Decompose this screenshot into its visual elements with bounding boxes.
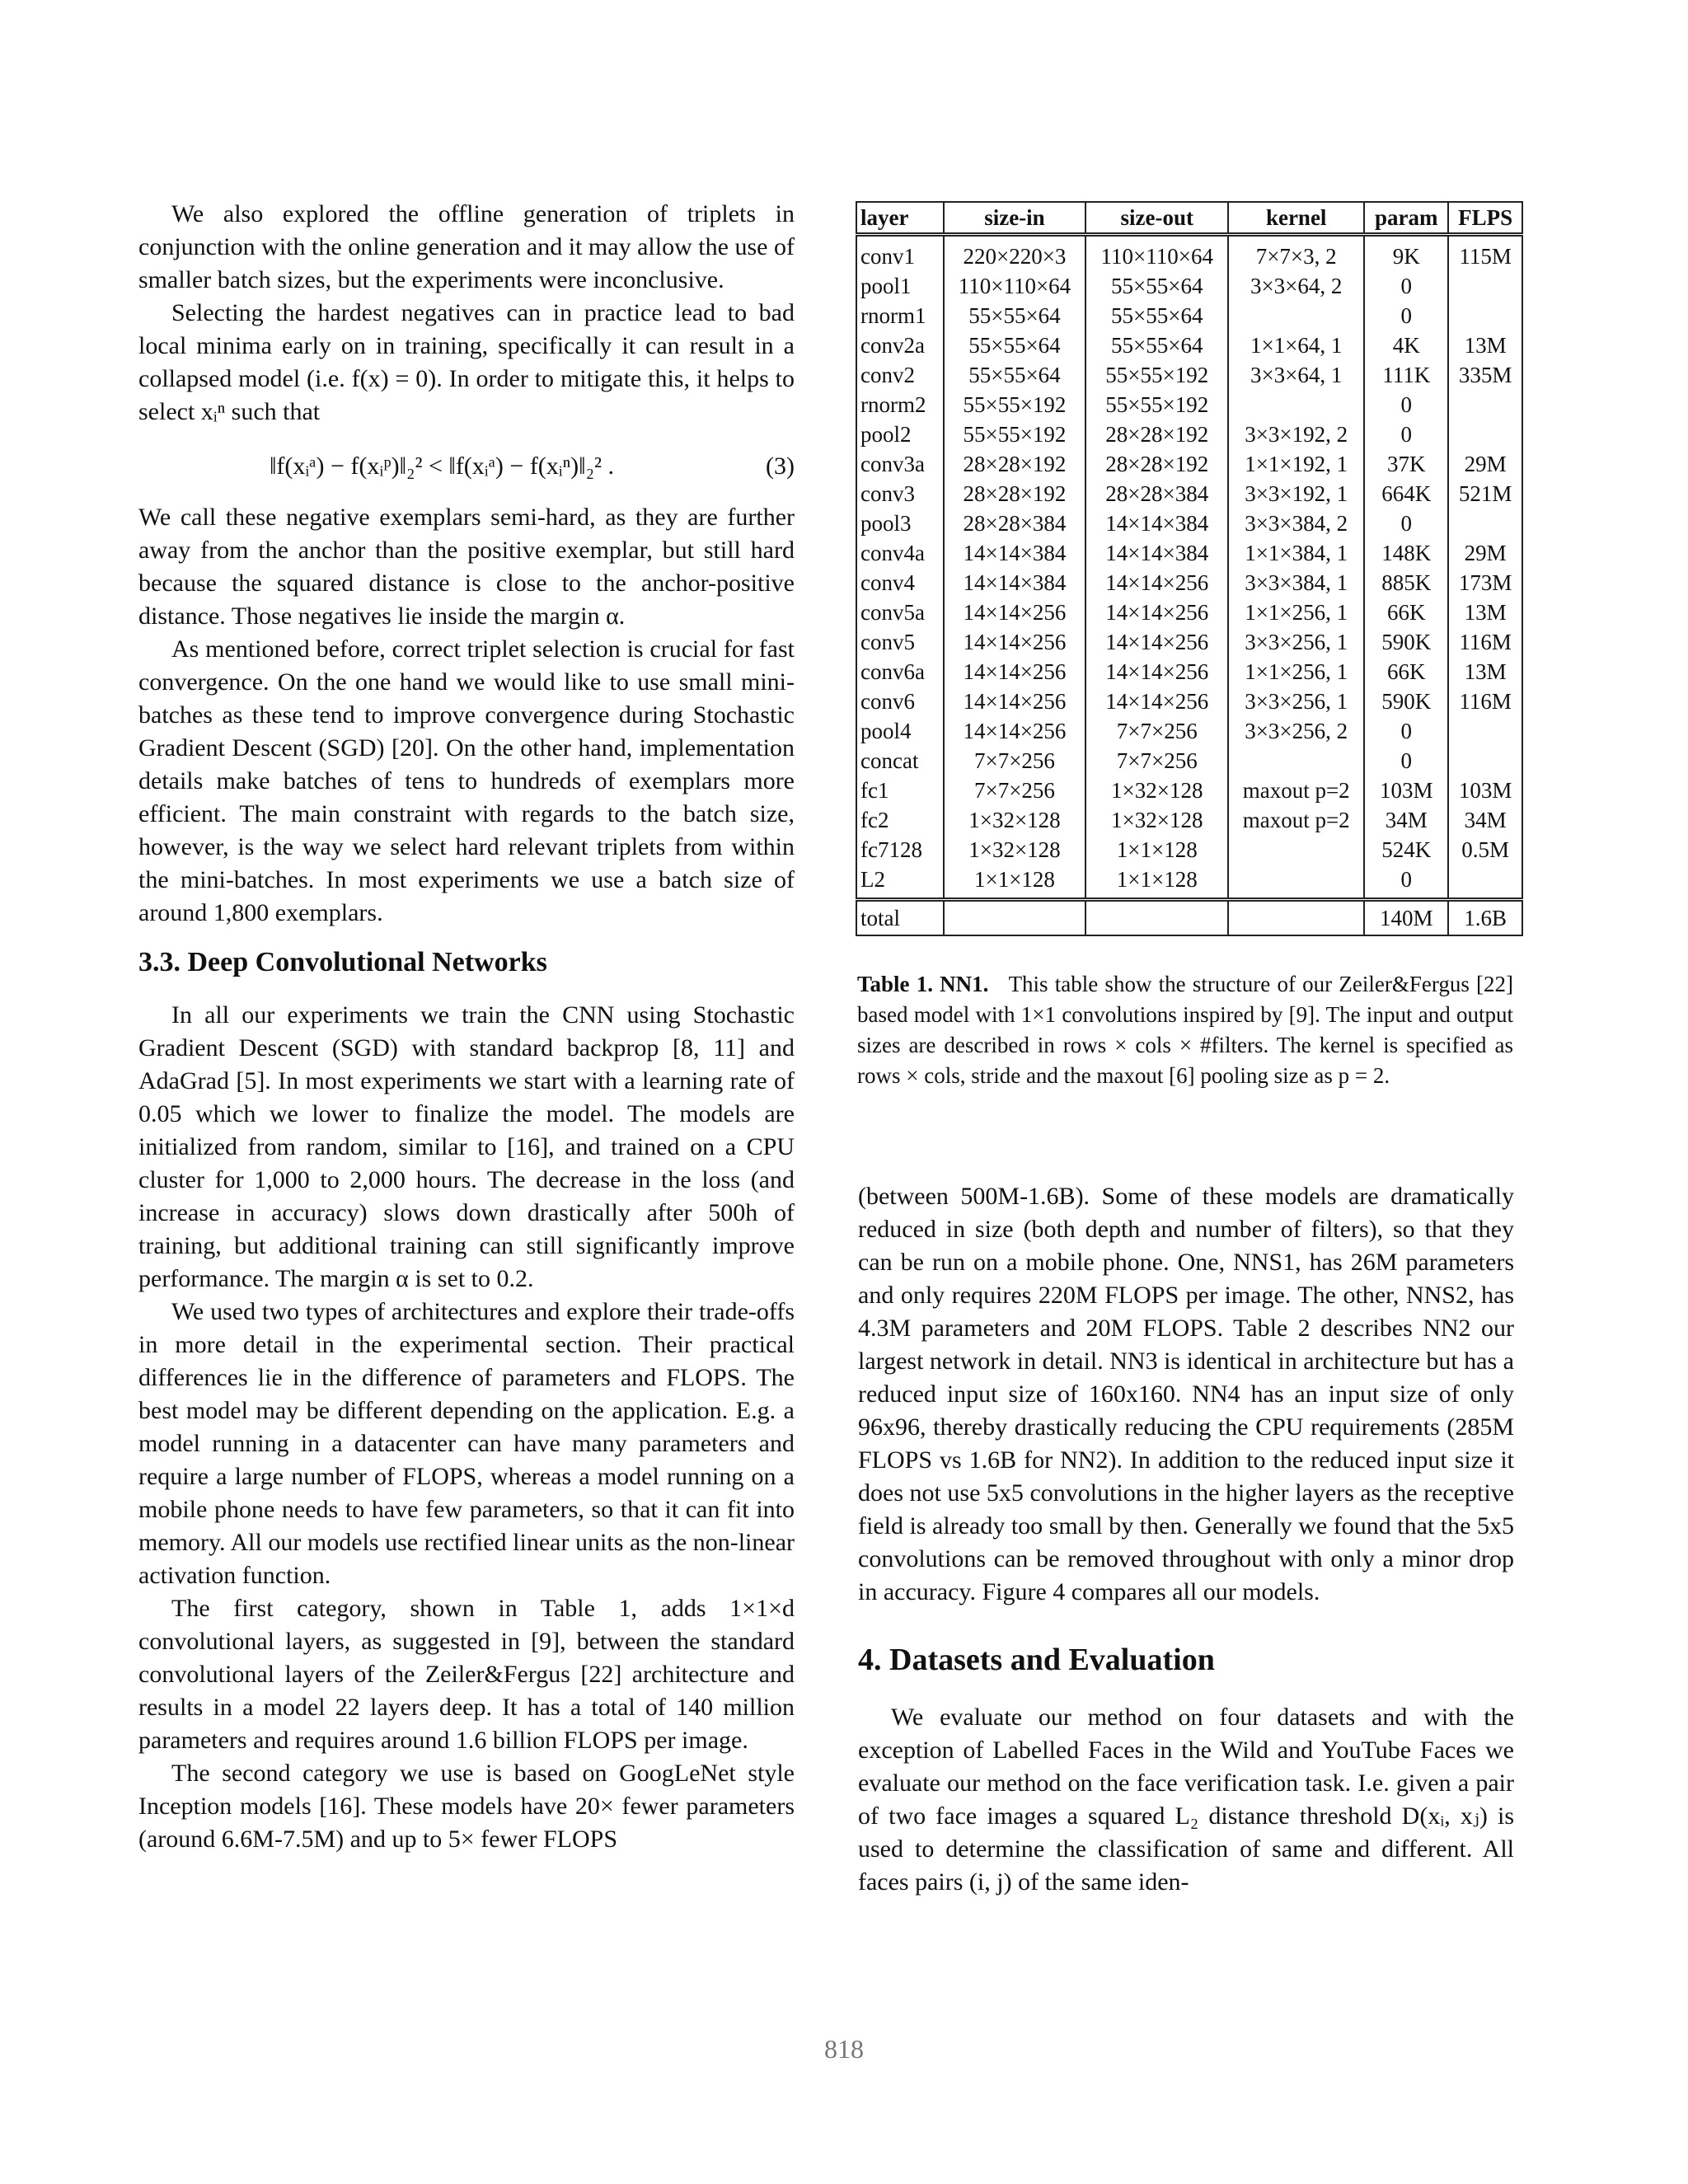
table-1-container (856, 201, 1523, 936)
table-cell: 103M (1448, 776, 1522, 805)
table-cell: 1×1×128 (944, 865, 1086, 900)
table-cell: 28×28×384 (944, 509, 1086, 538)
table-row (856, 746, 1522, 776)
table-cell: 140M (1364, 900, 1448, 936)
table-cell (1228, 900, 1364, 936)
table-cell (1448, 419, 1522, 449)
table-row (856, 805, 1522, 835)
table-row (856, 419, 1522, 449)
caption-text: This table show the structure of our Zeiler&Fergus [22] based model with 1×1 convolutions inspired by [9]. The input and output sizes are described in rows × cols × #filters. The kernel is specified as rows × cols, stride and the maxout [6] pooling size as p = 2. (857, 972, 1514, 1088)
table-cell: fc2 (856, 805, 944, 835)
table-cell: 3×3×256, 1 (1228, 687, 1364, 716)
table-cell: conv5 (856, 627, 944, 657)
table-cell: 1×1×256, 1 (1228, 657, 1364, 687)
paragraph-hardest-negatives: Selecting the hardest negatives can in practice lead to bad local minima early on in training, specifically it can result in a collapsed model (i.e. f(x) = 0). In order to mitigate this, it helps to select xᵢⁿ such that (138, 299, 795, 425)
table-cell: 3×3×192, 1 (1228, 479, 1364, 509)
table-cell: 115M (1448, 235, 1522, 272)
table-cell: pool3 (856, 509, 944, 538)
equation-number: (3) (766, 452, 795, 480)
table-row (856, 479, 1522, 509)
table-cell (1448, 509, 1522, 538)
table-cell: 14×14×256 (944, 687, 1086, 716)
table-cell: pool1 (856, 271, 944, 301)
table-cell: 55×55×64 (1085, 330, 1228, 360)
table-cell: 14×14×384 (1085, 509, 1228, 538)
table-row (856, 538, 1522, 568)
table-cell (1228, 390, 1364, 419)
paragraph-first-category: The first category, shown in Table 1, adds 1×1×d convolutional layers, as suggested in [9], between the standard convolutional layers of the Zeiler&Fergus [22] architecture and results in a model 22 layers deep. It has a total of 140 million parameters and requires around 1.6 billion FLOPS per image. (138, 1595, 795, 1754)
table-cell: maxout p=2 (1228, 805, 1364, 835)
table-1-caption (857, 969, 1513, 1091)
table-cell: pool2 (856, 419, 944, 449)
table-row (856, 390, 1522, 419)
table-cell: conv4a (856, 538, 944, 568)
table-cell: 3×3×64, 2 (1228, 271, 1364, 301)
table-cell: 28×28×192 (944, 449, 1086, 479)
table-cell: 14×14×384 (1085, 538, 1228, 568)
table-cell (1448, 865, 1522, 900)
table-nn1 (856, 201, 1523, 936)
table-cell: 1×1×384, 1 (1228, 538, 1364, 568)
table-cell: 37K (1364, 449, 1448, 479)
paragraph-training: In all our experiments we train the CNN using Stochastic Gradient Descent (SGD) with standard backprop [8, 11] and AdaGrad [5]. In most experiments we start with a learning rate of 0.05 which we lower to finalize the model. The models are initialized from random, similar to [16], and trained on a CPU cluster for 1,000 to 2,000 hours. The decrease in the loss (and increase in accuracy) slows down drastically after 500h of training, but additional training can still significantly improve performance. The margin α is set to 0.2. (138, 1001, 795, 1292)
table-cell: 14×14×256 (944, 627, 1086, 657)
table-row (856, 568, 1522, 598)
table-cell (944, 900, 1086, 936)
table-cell: 590K (1364, 687, 1448, 716)
table-cell: 14×14×256 (944, 716, 1086, 746)
table-cell: 116M (1448, 687, 1522, 716)
table-cell: conv6a (856, 657, 944, 687)
table-row (856, 776, 1522, 805)
table-row (856, 598, 1522, 627)
table-cell: total (856, 900, 944, 936)
table-cell: 7×7×256 (1085, 746, 1228, 776)
table-cell: conv4 (856, 568, 944, 598)
table-cell: 664K (1364, 479, 1448, 509)
table-cell: 55×55×64 (1085, 301, 1228, 330)
table-cell (1448, 271, 1522, 301)
table-cell: conv3a (856, 449, 944, 479)
table-cell: 14×14×256 (1085, 568, 1228, 598)
table-row (856, 330, 1522, 360)
table-cell: 590K (1364, 627, 1448, 657)
table-cell: 14×14×384 (944, 538, 1086, 568)
table-cell: 1×1×64, 1 (1228, 330, 1364, 360)
table-cell: conv6 (856, 687, 944, 716)
paragraph-datasets: We evaluate our method on four datasets and with the exception of Labelled Faces in the Wild and YouTube Faces we evaluate our method on the face verification task. I.e. given a pair of two face images a squared L₂ distance threshold D(xᵢ, xⱼ) is used to determine the classification of same and different. All faces pairs (i, j) of the same iden- (858, 1704, 1514, 1896)
table-row (856, 657, 1522, 687)
table-cell: conv2 (856, 360, 944, 390)
table-cell: concat (856, 746, 944, 776)
table-cell: 13M (1448, 598, 1522, 627)
table-cell: 7×7×3, 2 (1228, 235, 1364, 272)
table-header-row (856, 202, 1522, 235)
table-cell: 13M (1448, 657, 1522, 687)
left-column (138, 198, 795, 1856)
table-cell: 173M (1448, 568, 1522, 598)
table-cell: 55×55×192 (1085, 390, 1228, 419)
table-cell: 14×14×256 (1085, 657, 1228, 687)
table-row (856, 716, 1522, 746)
table-row (856, 509, 1522, 538)
table-row (856, 271, 1522, 301)
table-cell: 13M (1448, 330, 1522, 360)
table-cell: 1×32×128 (944, 805, 1086, 835)
table-row (856, 235, 1522, 272)
table-cell: 14×14×256 (1085, 598, 1228, 627)
table-cell: 110×110×64 (1085, 235, 1228, 272)
table-cell: 0 (1364, 746, 1448, 776)
table-cell: 0 (1364, 509, 1448, 538)
table-cell: 0 (1364, 271, 1448, 301)
caption-label: Table 1. NN1. (857, 972, 989, 996)
table-row (856, 449, 1522, 479)
table-cell: 1×1×256, 1 (1228, 598, 1364, 627)
paragraph-second-category: The second category we use is based on GoogLeNet style Inception models [16]. These models have 20× fewer parameters (around 6.6M-7.5M) and up to 5× fewer FLOPS (138, 1760, 795, 1853)
table-cell: fc7128 (856, 835, 944, 865)
table-cell: fc1 (856, 776, 944, 805)
table-cell (1448, 746, 1522, 776)
section-heading-3-3: 3.3. Deep Convolutional Networks (138, 947, 547, 977)
table-cell: 0 (1364, 301, 1448, 330)
table-row (856, 687, 1522, 716)
table-cell: 55×55×192 (1085, 360, 1228, 390)
table-cell: conv2a (856, 330, 944, 360)
table-cell: 9K (1364, 235, 1448, 272)
table-cell: maxout p=2 (1228, 776, 1364, 805)
table-cell: 0 (1364, 865, 1448, 900)
table-body (856, 235, 1522, 900)
table-cell: 55×55×64 (944, 360, 1086, 390)
table-cell: 1×1×128 (1085, 835, 1228, 865)
table-cell: 0 (1364, 716, 1448, 746)
table-cell: 34M (1448, 805, 1522, 835)
table-row (856, 835, 1522, 865)
table-cell: 111K (1364, 360, 1448, 390)
table-cell: conv3 (856, 479, 944, 509)
table-row (856, 627, 1522, 657)
table-header-cell: size-in (944, 202, 1086, 235)
table-cell: 7×7×256 (944, 746, 1086, 776)
table-cell: 4K (1364, 330, 1448, 360)
table-cell (1448, 716, 1522, 746)
table-cell: 66K (1364, 598, 1448, 627)
table-cell: 1×1×128 (1085, 865, 1228, 900)
table-cell (1085, 900, 1228, 936)
table-cell: 0 (1364, 419, 1448, 449)
table-cell: 14×14×256 (1085, 687, 1228, 716)
table-cell: 28×28×192 (1085, 449, 1228, 479)
table-row (856, 301, 1522, 330)
equation-3 (138, 434, 795, 499)
table-cell: 3×3×256, 1 (1228, 627, 1364, 657)
table-header-cell: param (1364, 202, 1448, 235)
table-cell: 28×28×192 (1085, 419, 1228, 449)
paragraph-inception-models: (between 500M-1.6B). Some of these models are dramatically reduced in size (both depth and number of filters), so that they can be run on a mobile phone. One, NNS1, has 26M parameters and only requires 220M FLOPS per image. The other, NNS2, has 4.3M parameters and 20M FLOPS. Table 2 describes NN2 our largest network in detail. NN3 is identical in architecture but has a reduced input size of 160x160. NN4 has an input size of only 96x96, thereby drastically reducing the CPU requirements (285M FLOPS vs 1.6B for NN2). In addition to the reduced input size it does not use 5x5 convolutions in the higher layers as the receptive field is already too small by then. Generally we found that the 5x5 convolutions can be removed throughout with only a minor drop in accuracy. Figure 4 compares all our models. (858, 1183, 1514, 1605)
paragraph-architectures: We used two types of architectures and explore their trade-offs in more detail in the experimental section. Their practical differences lie in the difference of parameters and FLOPS. The best model may be different depending on the application. E.g. a model running in a datacenter can have many parameters and require a large number of FLOPS, whereas a model running on a mobile phone needs to have few parameters, so that it can fit into memory. All our models use rectified linear units as the non-linear activation function. (138, 1298, 795, 1589)
table-cell: 7×7×256 (1085, 716, 1228, 746)
table-cell: 29M (1448, 538, 1522, 568)
table-cell: 55×55×192 (944, 419, 1086, 449)
table-cell: L2 (856, 865, 944, 900)
table-header-cell: FLPS (1448, 202, 1522, 235)
table-cell: rnorm2 (856, 390, 944, 419)
table-cell: 521M (1448, 479, 1522, 509)
table-cell: 14×14×384 (944, 568, 1086, 598)
paragraph-semi-hard: We call these negative exemplars semi-hard, as they are further away from the anchor than the positive exemplar, but still hard because the squared distance is close to the anchor-positive distance. Those negatives lie inside the margin α. (138, 504, 795, 630)
table-cell: 3×3×64, 1 (1228, 360, 1364, 390)
page-number: 818 (824, 2034, 864, 2064)
section-heading-4: 4. Datasets and Evaluation (858, 1643, 1215, 1677)
table-cell: 34M (1364, 805, 1448, 835)
table-cell: 110×110×64 (944, 271, 1086, 301)
paragraph-triplet-selection: As mentioned before, correct triplet selection is crucial for fast convergence. On the one hand we would like to use small mini-batches as these tend to improve convergence during Stochastic Gradient Descent (SGD) [20]. On the other hand, implementation details make batches of tens to hundreds of exemplars more efficient. The main constraint with regards to the batch size, however, is the way we select hard relevant triplets from within the mini-batches. In most experiments we use a batch size of around 1,800 exemplars. (138, 635, 795, 926)
table-cell: 1×32×128 (1085, 805, 1228, 835)
table-cell: rnorm1 (856, 301, 944, 330)
table-cell: conv1 (856, 235, 944, 272)
equation-body: ‖f(xᵢᵃ) − f(xᵢᵖ)‖₂² < ‖f(xᵢᵃ) − f(xᵢⁿ)‖₂² . (269, 452, 615, 480)
table-cell: 1×32×128 (944, 835, 1086, 865)
table-row (856, 865, 1522, 900)
table-cell (1228, 746, 1364, 776)
table-cell: 3×3×384, 1 (1228, 568, 1364, 598)
table-cell: 524K (1364, 835, 1448, 865)
table-cell: conv5a (856, 598, 944, 627)
table-cell: 3×3×192, 2 (1228, 419, 1364, 449)
table-total-row (856, 900, 1522, 936)
table-cell: 103M (1364, 776, 1448, 805)
table-cell: 29M (1448, 449, 1522, 479)
table-cell (1228, 301, 1364, 330)
table-cell: 28×28×192 (944, 479, 1086, 509)
right-column (858, 1180, 1514, 1899)
table-cell (1448, 301, 1522, 330)
table-cell: 1.6B (1448, 900, 1522, 936)
table-cell (1228, 835, 1364, 865)
table-cell: 55×55×64 (944, 330, 1086, 360)
table-cell (1228, 865, 1364, 900)
table-cell: 7×7×256 (944, 776, 1086, 805)
table-cell: 3×3×384, 2 (1228, 509, 1364, 538)
table-cell: 148K (1364, 538, 1448, 568)
table-cell: 55×55×192 (944, 390, 1086, 419)
table-header-cell: size-out (1085, 202, 1228, 235)
table-cell: 0 (1364, 390, 1448, 419)
table-cell: 14×14×256 (944, 598, 1086, 627)
table-cell: 14×14×256 (1085, 627, 1228, 657)
table-cell: 1×32×128 (1085, 776, 1228, 805)
table-cell: 55×55×64 (1085, 271, 1228, 301)
table-cell (1448, 390, 1522, 419)
paragraph-offline-triplets: We also explored the offline generation of triplets in conjunction with the online generation and it may allow the use of smaller batch sizes, but the experiments were inconclusive. (138, 200, 795, 293)
table-cell: 28×28×384 (1085, 479, 1228, 509)
table-cell: pool4 (856, 716, 944, 746)
table-cell: 220×220×3 (944, 235, 1086, 272)
table-header-cell: layer (856, 202, 944, 235)
table-cell: 335M (1448, 360, 1522, 390)
table-cell: 55×55×64 (944, 301, 1086, 330)
table-cell: 0.5M (1448, 835, 1522, 865)
table-cell: 116M (1448, 627, 1522, 657)
table-cell: 14×14×256 (944, 657, 1086, 687)
table-cell: 885K (1364, 568, 1448, 598)
table-row (856, 360, 1522, 390)
table-cell: 3×3×256, 2 (1228, 716, 1364, 746)
table-cell: 66K (1364, 657, 1448, 687)
table-header-cell: kernel (1228, 202, 1364, 235)
table-cell: 1×1×192, 1 (1228, 449, 1364, 479)
